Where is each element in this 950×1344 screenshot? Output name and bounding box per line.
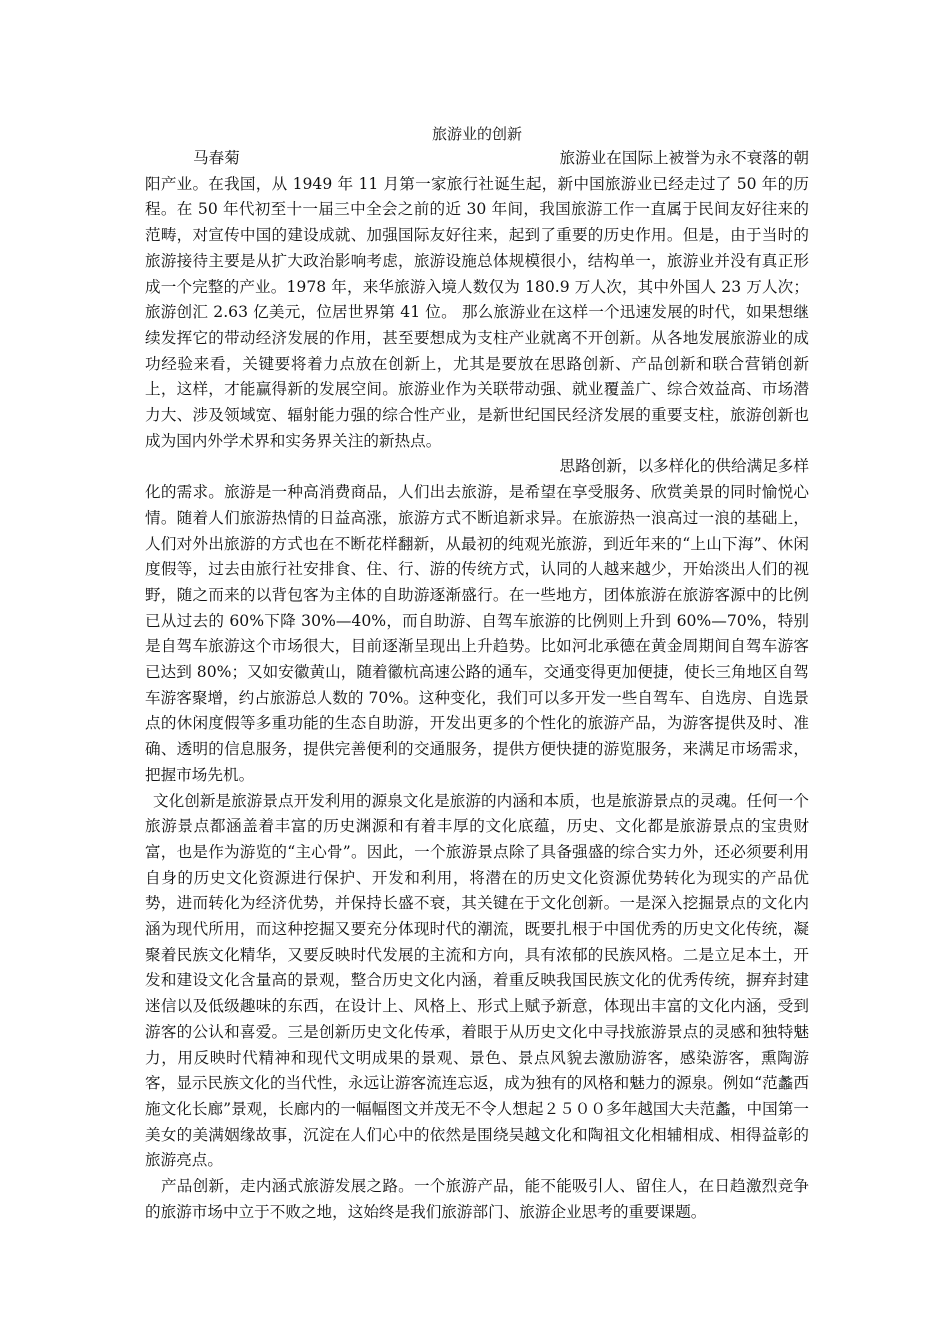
paragraph-product-innovation: 产品创新，走内涵式旅游发展之路。一个旅游产品，能不能吸引人、留住人，在日趋激烈竞争的旅游市场中立于不败之地，这始终是我们旅游部门、旅游企业思考的重要课题。 [145,1177,809,1221]
document-page [145,122,809,1226]
section-lead-text: 思路创新，以多样化的供给满足多样 [559,457,809,476]
author-line [145,146,809,172]
paragraph-culture-innovation: 文化创新是旅游景点开发利用的源泉文化是旅游的内涵和本质，也是旅游景点的灵魂。任何一个旅游景点都涵盖着丰富的历史渊源和有着丰厚的文化底蕴，历史、文化都是旅游景点的宝贵财富，也是作为游览的“主心骨”。因此，一个旅游景点除了具备强盛的综合实力外，还必须要利用自身的历史文化资源进行保护、开发和利用，将潜在的历史文化资源优势转化为现实的产品优势，进而转化为经济优势，并保持长盛不衰，其关键在于文化创新。一是深入挖掘景点的文化内涵为现代所用，而这种挖掘又要充分体现时代的潮流，既要扎根于中国优秀的历史文化传统，凝聚着民族文化精华，又要反映时代发展的主流和方向，具有浓郁的民族风格。二是立足本土，开发和建设文化含量高的景观，整合历史文化内涵，着重反映我国民族文化的优秀传统，摒弃封建迷信以及低级趣味的东西，在设计上、风格上、形式上赋予新意，体现出丰富的文化内涵，受到游客的公认和喜爱。三是创新历史文化传承，着眼于从历史文化中寻找旅游景点的灵感和独特魅力，用反映时代精神和现代文明成果的景观、景色、景点风貌去激励游客，感染游客，熏陶游客，显示民族文化的当代性，永远让游客流连忘返，成为独有的风格和魅力的源泉。例如“范蠡西施文化长廊”景观，长廊内的一幅幅图文并茂无不令人想起２５００多年越国大夫范蠡，中国第一美女的美满姻缘故事，沉淀在人们心中的依然是围绕吴越文化和陶祖文化相辅相成、相得益彰的旅游亮点。 [145,791,809,1170]
author-name: 马春菊 [193,149,240,167]
section-lead-line [145,454,809,480]
document-title: 旅游业的创新 [431,125,522,143]
lead-text: 旅游业在国际上被誉为永不衰落的朝 [559,149,809,167]
paragraph-thinking-innovation: 化的需求。旅游是一种高消费商品，人们出去旅游，是希望在享受服务、欣赏美景的同时愉悦心情。随着人们旅游热情的日益高涨，旅游方式不断追新求异。在旅游热一浪高过一浪的基础上，人们对外出旅游的方式也在不断花样翻新，从最初的纯观光旅游，到近年来的“上山下海”、休闲度假等，过去由旅行社安排食、住、行、游的传统方式，认同的人越来越少，开始淡出人们的视野，随之而来的以背包客为主体的自助游逐渐盛行。在一些地方，团体旅游在旅游客源中的比例已从过去的 60%下降 30%—40%，而自助游、自驾车旅游的比例则上升到 60%—70%，特别是自驾车旅游这个市场很大，目前逐渐呈现出上升趋势。比如河北承德在黄金周期间自驾车游客已达到 80%；又如安徽黄山，随着徽杭高速公路的通车，交通变得更加便捷，使长三角地区自驾车游客聚增，约占旅游总人数的 70%。这种变化，我们可以多开发一些自驾车、自选房、自选景点的休闲度假等多重功能的生态自助游，开发出更多的个性化的旅游产品，为游客提供及时、准确、透明的信息服务，提供完善便利的交通服务，提供方便快捷的游览服务，来满足市场需求，把握市场先机。 [145,483,809,784]
paragraph-intro: 阳产业。在我国，从 1949 年 11 月第一家旅行社诞生起，新中国旅游业已经走过了 50 年的历程。在 50 年代初至十一届三中全会之前的近 30 年间，我国旅游工作一直属于民间友好往来的范畴，对宣传中国的建设成就、加强国际友好往来，起到了重要的历史作用。但是，由于当时的旅游接待主要是从扩大政治影响考虑，旅游设施总体规模很小，结构单一，旅游业并没有真正形成一个完整的产业。1978 年，来华旅游入境人数仅为 180.9 万人次，其中外国人 23 万人次；旅游创汇 2.63 亿美元，位居世界第 41 位。 那么旅游业在这样一个迅速发展的时代，如果想继续发挥它的带动经济发展的作用，甚至要想成为支柱产业就离不开创新。从各地发展旅游业的成功经验来看，关键要将着力点放在创新上，尤其是要放在思路创新、产品创新和联合营销创新上，这样，才能赢得新的发展空间。旅游业作为关联带动强、就业覆盖广、综合效益高、市场潜力大、涉及领域宽、辐射能力强的综合性产业，是新世纪国民经济发展的重要支柱，旅游创新也成为国内外学术界和实务界关注的新热点。 [145,174,809,450]
